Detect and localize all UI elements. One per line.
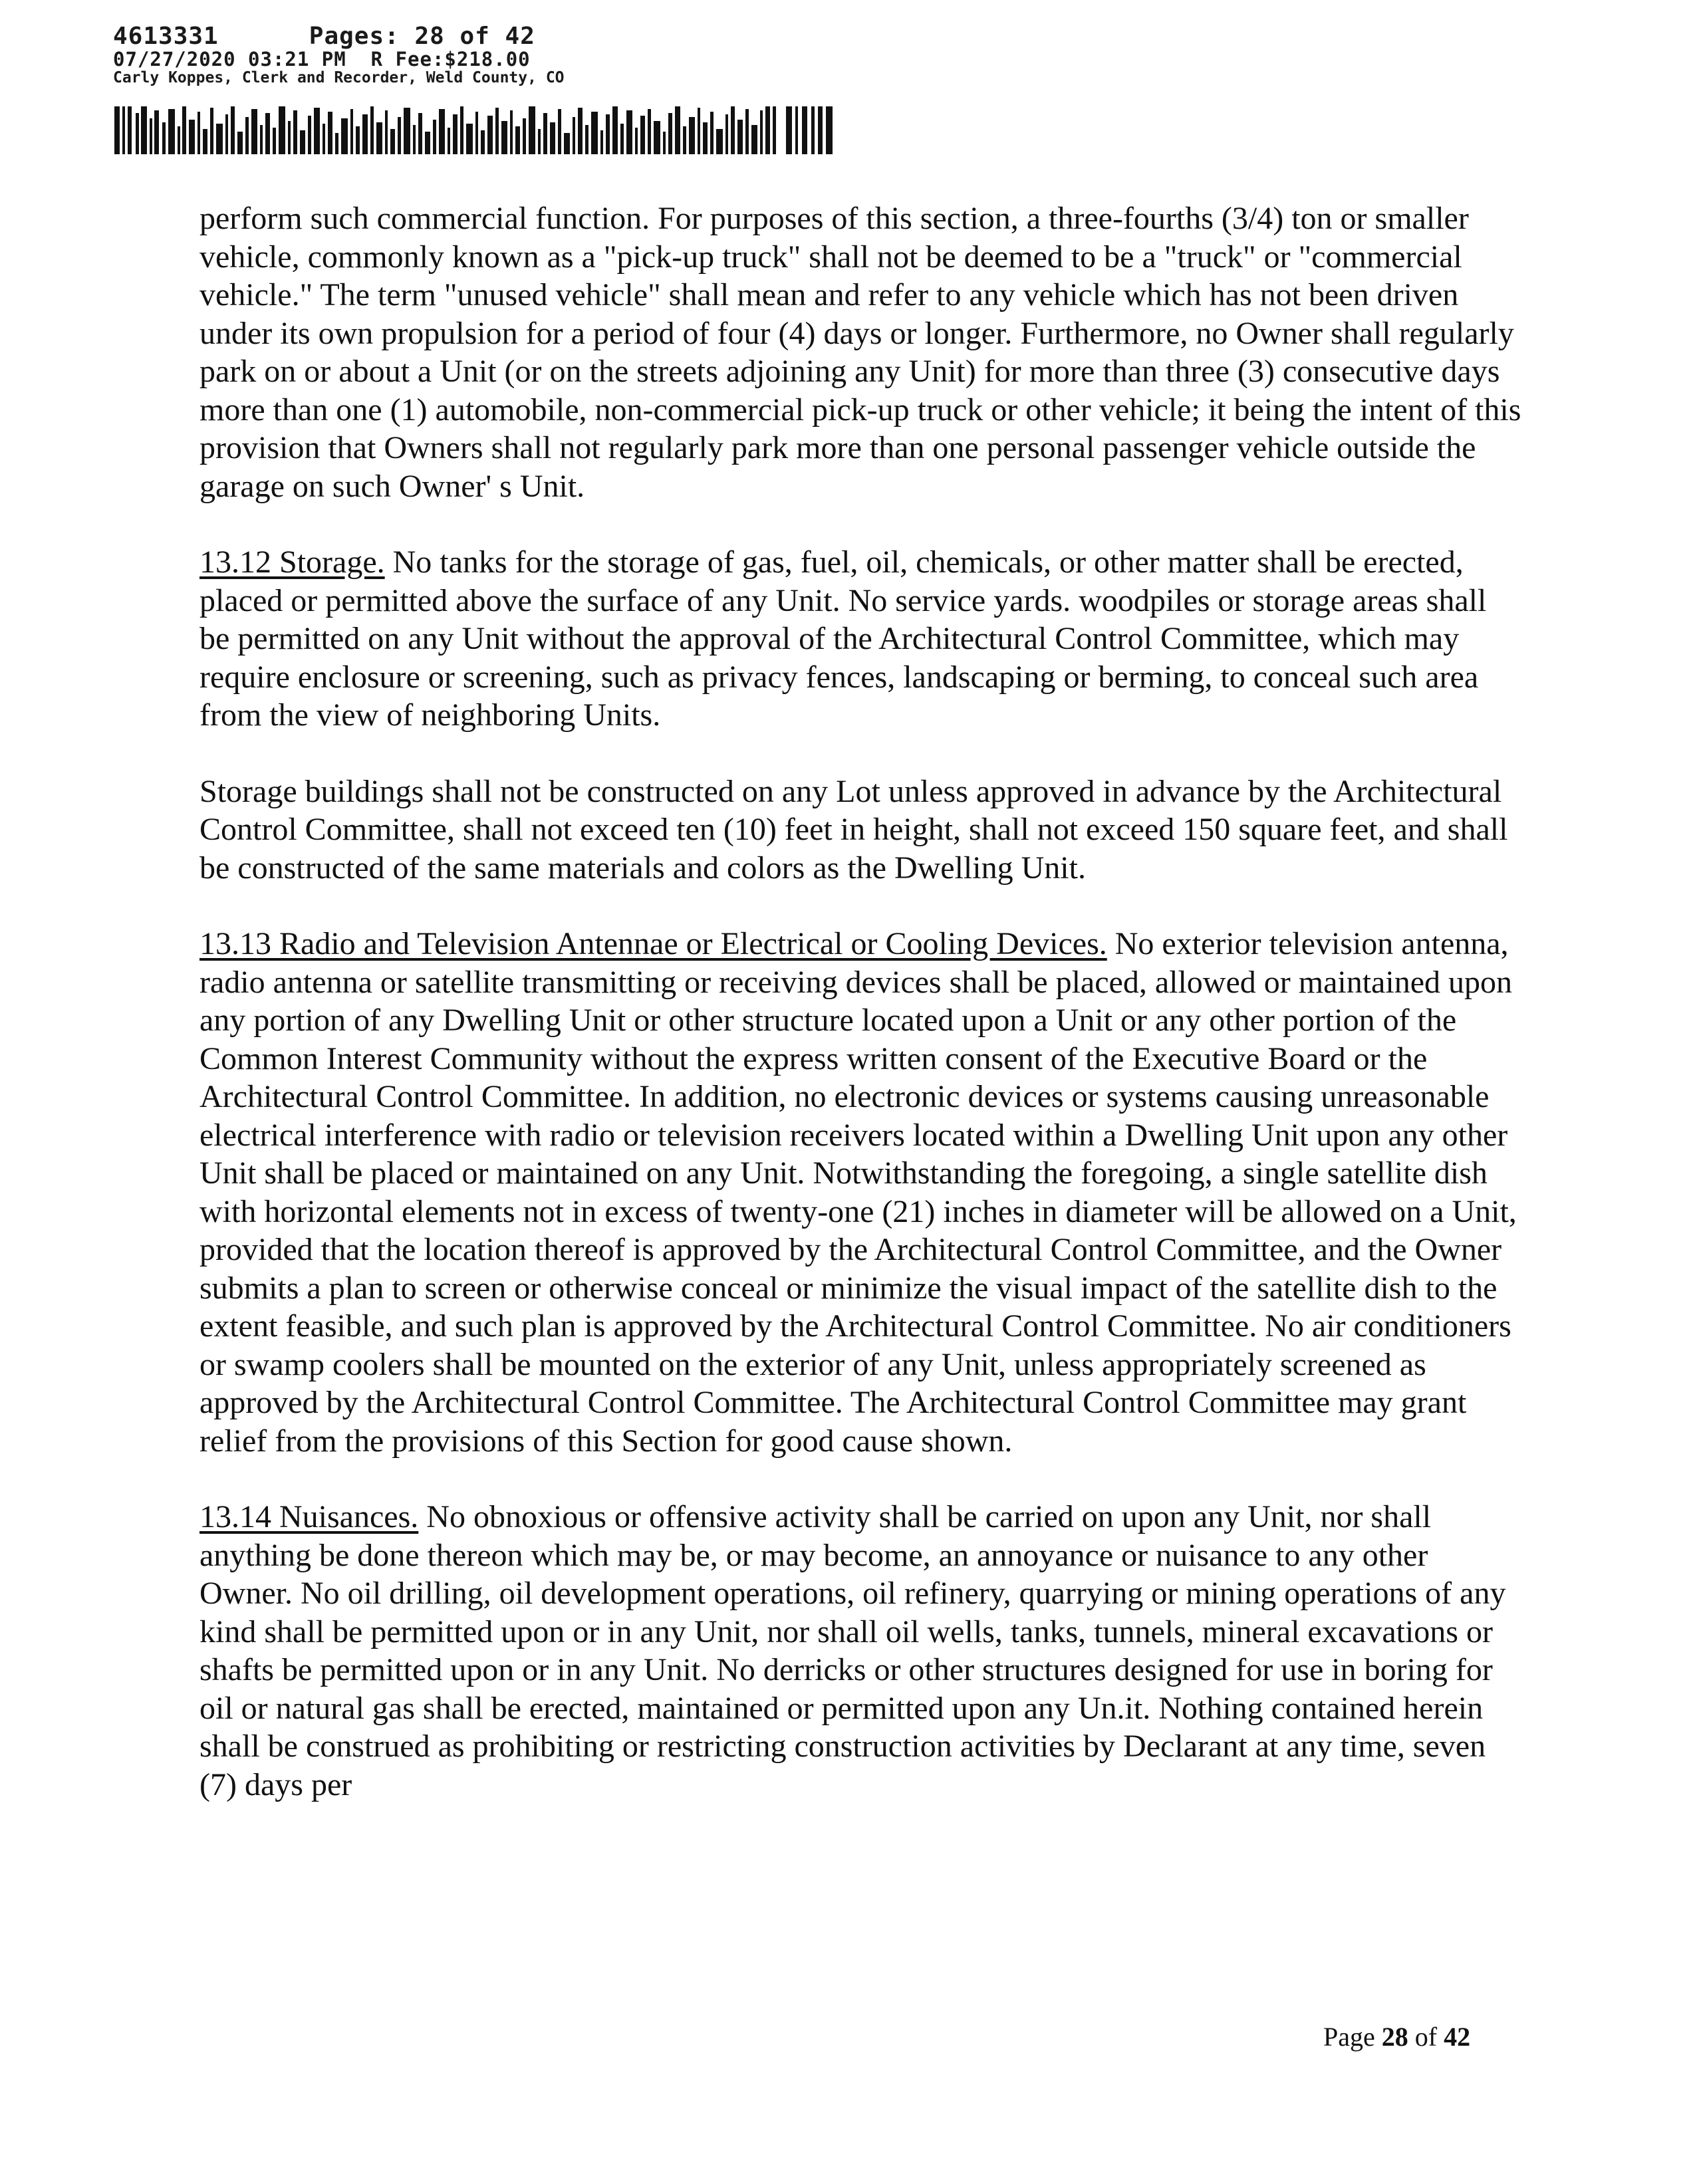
stamp-line-date-fee	[113, 49, 845, 69]
recorded-datetime: 07/27/2020 03:21 PM	[113, 48, 346, 70]
paragraph-text: No obnoxious or offensive activity shall be carried on upon any Unit, nor shall anything be done thereon which may be, or may become, an annoyance or nuisance to any other Owner. No oil drilling, oil development operations, oil refinery, quarrying or mining operations of any kind shall be permitted upon or in any Unit, nor shall oil wells, tanks, tunnels, mineral excavations or shafts be permitted upon or in any Unit. No derricks or other structures designed for use in boring for oil or natural gas shall be erected, maintained or permitted upon any Un.it. Nothing contained herein shall be construed as prohibiting or restricting construction activities by Declarant at any time, seven (7) days per	[199, 1499, 1506, 1802]
paragraph-text: No exterior television antenna, radio antenna or satellite transmitting or receiving devices shall be placed, allowed or maintained upon any portion of any Dwelling Unit or other structure located upon a Unit or any other portion of the Common Interest Community without the express written consent of the Executive Board or the Architectural Control Committee. In addition, no electronic devices or systems causing unreasonable electrical interference with radio or television receivers located within a Dwelling Unit upon any other Unit shall be placed or maintained on any Unit. Notwithstanding the foregoing, a single satellite dish with horizontal elements not in excess of twenty-one (21) inches in diameter will be allowed on a Unit, provided that the location thereof is approved by the Architectural Control Committee, and the Owner submits a plan to screen or otherwise conceal or minimize the visual impact of the satellite dish to the extent feasible, and such plan is approved by the Architectural Control Committee. No air conditioners or swamp coolers shall be mounted on the exterior of any Unit, unless appropriately screened as approved by the Architectural Control Committee. The Architectural Control Committee may grant relief from the provisions of this Section for good cause shown.	[199, 926, 1517, 1459]
recording-stamp	[113, 24, 845, 86]
paragraph-text: No tanks for the storage of gas, fuel, oil, chemicals, or other matter shall be erected, placed or permitted above the surface of any Unit. No service yards. woodpiles or storage areas shall be permitted on any Unit without the approval of the Architectural Control Committee, which may require enclosure or screening, such as privacy fences, landscaping or berming, to conceal such area from the view of neighboring Units.	[199, 545, 1487, 733]
section-heading-nuisances: 13.14 Nuisances.	[199, 1499, 419, 1534]
paragraph-text: Storage buildings shall not be constructed on any Lot unless approved in advance by the Architectural Control Committee, shall not exceed ten (10) feet in height, shall not exceed 150 square feet, and shall be constructed of the same materials and colors as the Dwelling Unit.	[199, 773, 1508, 886]
page-number-footer	[1323, 2021, 1470, 2053]
document-body	[199, 199, 1523, 1842]
recording-fee: R Fee:$218.00	[370, 48, 531, 70]
paragraph-storage	[199, 543, 1523, 735]
reception-number: 4613331	[113, 23, 219, 50]
page-prefix: Page	[1323, 2022, 1375, 2052]
page-of: of	[1414, 2022, 1438, 2052]
barcode-image	[114, 106, 833, 154]
stamp-line-reception	[113, 24, 845, 49]
paragraph-nuisances	[199, 1498, 1523, 1804]
current-page-number: 28	[1381, 2022, 1408, 2052]
section-heading-antennae: 13.13 Radio and Television Antennae or Electrical or Cooling Devices.	[199, 926, 1107, 961]
paragraph-storage-buildings	[199, 773, 1523, 888]
recorder-line: Carly Koppes, Clerk and Recorder, Weld County, CO	[113, 69, 565, 86]
paragraph-antennae	[199, 925, 1523, 1460]
total-pages: 42	[1444, 2022, 1471, 2052]
paragraph-vehicles-continued	[199, 199, 1523, 505]
section-heading-storage: 13.12 Storage.	[199, 545, 385, 580]
pages-label: Pages: 28 of 42	[309, 23, 535, 50]
paragraph-text: perform such commercial function. For purposes of this section, a three-fourths (3/4) ton or smaller vehicle, commonly known as a "pick-up truck" shall not be deemed to be a "truck" or "commercial vehicle." The term "unused vehicle" shall mean and refer to any vehicle which has not been driven under its own propulsion for a period of four (4) days or longer. Furthermore, no Owner shall regularly park on or about a Unit (or on the streets adjoining any Unit) for more than three (3) consecutive days more than one (1) automobile, non-commercial pick-up truck or other vehicle; it being the intent of this provision that Owners shall not regularly park more than one personal passenger vehicle outside the garage on such Owner' s Unit.	[199, 201, 1521, 504]
